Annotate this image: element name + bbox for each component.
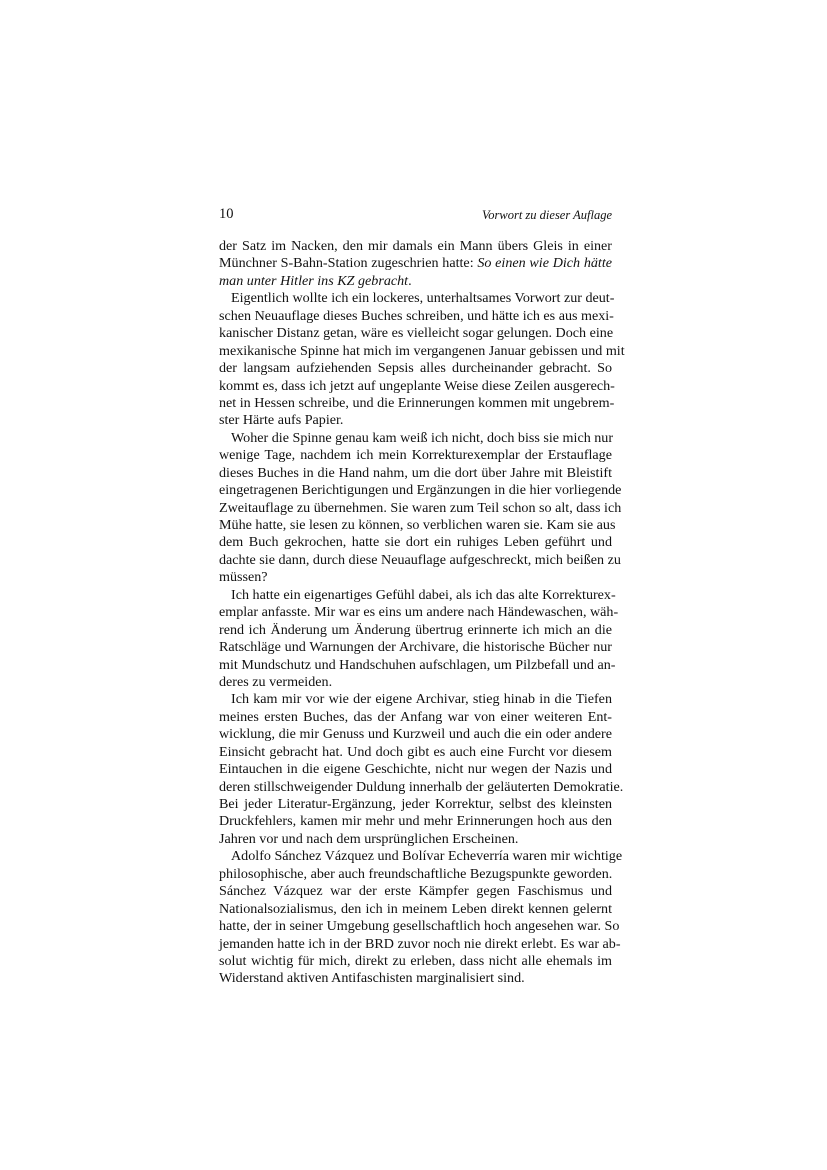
text-line: Sánchez Vázquez war der erste Kämpfer gegen Faschismus und bbox=[219, 883, 612, 900]
text-line: wicklung, die mir Genuss und Kurzweil und auch die ein oder andere bbox=[219, 726, 612, 743]
text-line: Eigentlich wollte ich ein lockeres, unterhaltsames Vorwort zur deut- bbox=[231, 290, 615, 307]
text-line: jemanden hatte ich in der BRD zuvor noch nie direkt erlebt. Es war ab- bbox=[219, 935, 621, 952]
text-line: kommt es, dass ich jetzt auf ungeplante Weise diese Zeilen ausgerech- bbox=[219, 377, 615, 394]
quote-italic: So einen wie Dich hätte bbox=[477, 255, 612, 272]
text-line: schen Neuauflage dieses Buches schreiben, und hätte ich es aus mexi- bbox=[219, 307, 614, 324]
text-line: Widerstand aktiven Antifaschisten marginalisiert sind. bbox=[219, 970, 525, 987]
paragraph bbox=[219, 586, 619, 692]
text-line: Mühe hatte, sie lesen zu können, so verblichen waren sie. Kam sie aus bbox=[219, 517, 616, 533]
text-line: Adolfo Sánchez Vázquez und Bolívar Echeverría waren mir wichtige bbox=[231, 848, 623, 865]
text-line bbox=[219, 273, 612, 290]
quote-italic: man unter Hitler ins KZ gebracht bbox=[219, 272, 409, 289]
text-line: meines ersten Buches, das der Anfang war von einer weiteren Ent- bbox=[219, 708, 612, 725]
text-line: Ich hatte ein eigenartiges Gefühl dabei, als ich das alte Korrekturex- bbox=[231, 586, 616, 603]
text-line: net in Hessen schreibe, und die Erinnerungen kommen mit ungebrem- bbox=[219, 394, 615, 411]
text-line: deres zu vermeiden. bbox=[219, 673, 333, 690]
text-line: emplar anfasste. Mir war es eins um andere nach Händewaschen, wäh- bbox=[219, 604, 619, 621]
text-line: mit Mundschutz und Handschuhen aufschlagen, um Pilzbefall und an- bbox=[219, 656, 616, 673]
text-line: der Satz im Nacken, den mir damals ein Mann übers Gleis in einer bbox=[219, 238, 612, 254]
text-line: rend ich Änderung um Änderung übertrug erinnerte ich mich an die bbox=[219, 621, 612, 638]
text-line: müssen? bbox=[219, 569, 268, 586]
body-text bbox=[219, 238, 625, 988]
paragraph bbox=[219, 848, 623, 988]
text-line: Bei jeder Literatur-Ergänzung, jeder Korrektur, selbst des kleinsten bbox=[219, 796, 612, 812]
text-line: hatte, der in seiner Umgebung gesellschaftlich hoch angesehen war. So bbox=[219, 918, 620, 935]
page-number: 10 bbox=[219, 206, 234, 222]
text-span: Münchner S-Bahn-Station zugeschrien hatte: bbox=[219, 255, 478, 272]
running-title: Vorwort zu dieser Auflage bbox=[482, 208, 612, 222]
paragraph bbox=[219, 290, 625, 430]
text-line: kanischer Distanz getan, wäre es vielleicht sogar gelungen. Doch eine bbox=[219, 325, 614, 342]
text-line: Jahren vor und nach dem ursprünglichen Erscheinen. bbox=[219, 830, 519, 847]
text-line: philosophische, aber auch freundschaftliche Bezugspunkte geworden. bbox=[219, 865, 613, 882]
text-line: ster Härte aufs Papier. bbox=[219, 412, 344, 429]
text-line: Zweitauflage zu übernehmen. Sie waren zum Teil schon so alt, dass ich bbox=[219, 499, 622, 516]
paragraph bbox=[219, 238, 612, 290]
text-line: Eintauchen in die eigene Geschichte, nicht nur wegen der Nazis und bbox=[219, 761, 612, 778]
text-line: Ich kam mir vor wie der eigene Archivar, stieg hinab in die Tiefen bbox=[231, 691, 612, 708]
paragraph bbox=[219, 429, 622, 587]
page-header bbox=[219, 205, 612, 225]
text-line: dem Buch gekrochen, hatte sie dort ein ruhiges Leben geführt und bbox=[219, 534, 612, 551]
text-line: deren stillschweigender Duldung innerhalb der geläuterten Demokratie. bbox=[219, 778, 624, 795]
text-line: solut wichtig für mich, direkt zu erleben, dass nicht alle ehemals im bbox=[219, 952, 612, 969]
text-span: . bbox=[408, 272, 412, 289]
paragraph bbox=[219, 691, 624, 848]
text-line: Ratschläge und Warnungen der Archivare, die historische Bücher nur bbox=[219, 639, 612, 656]
text-line: eingetragenen Berichtigungen und Ergänzungen in die hier vorliegende bbox=[219, 482, 622, 499]
text-line: Einsicht gebracht hat. Und doch gibt es auch eine Furcht vor diesem bbox=[219, 743, 612, 760]
text-line: wenige Tage, nachdem ich mein Korrekturexemplar der Erstauflage bbox=[219, 447, 612, 464]
text-line bbox=[219, 255, 612, 272]
text-line: Nationalsozialismus, den ich in meinem Leben direkt kennen gelernt bbox=[219, 900, 612, 917]
text-line: Druckfehlers, kamen mir mehr und mehr Erinnerungen hoch aus den bbox=[219, 813, 612, 830]
text-line: der langsam aufziehenden Sepsis alles durcheinander gebracht. So bbox=[219, 360, 612, 377]
text-line: mexikanische Spinne hat mich im vergangenen Januar gebissen und mit bbox=[219, 342, 625, 359]
text-line: dieses Buches in die Hand nahm, um die dort über Jahre mit Bleistift bbox=[219, 464, 612, 481]
text-line: Woher die Spinne genau kam weiß ich nicht, doch biss sie mich nur bbox=[231, 429, 614, 446]
text-line: dachte sie dann, durch diese Neuauflage aufgeschreckt, mich beißen zu bbox=[219, 551, 621, 568]
